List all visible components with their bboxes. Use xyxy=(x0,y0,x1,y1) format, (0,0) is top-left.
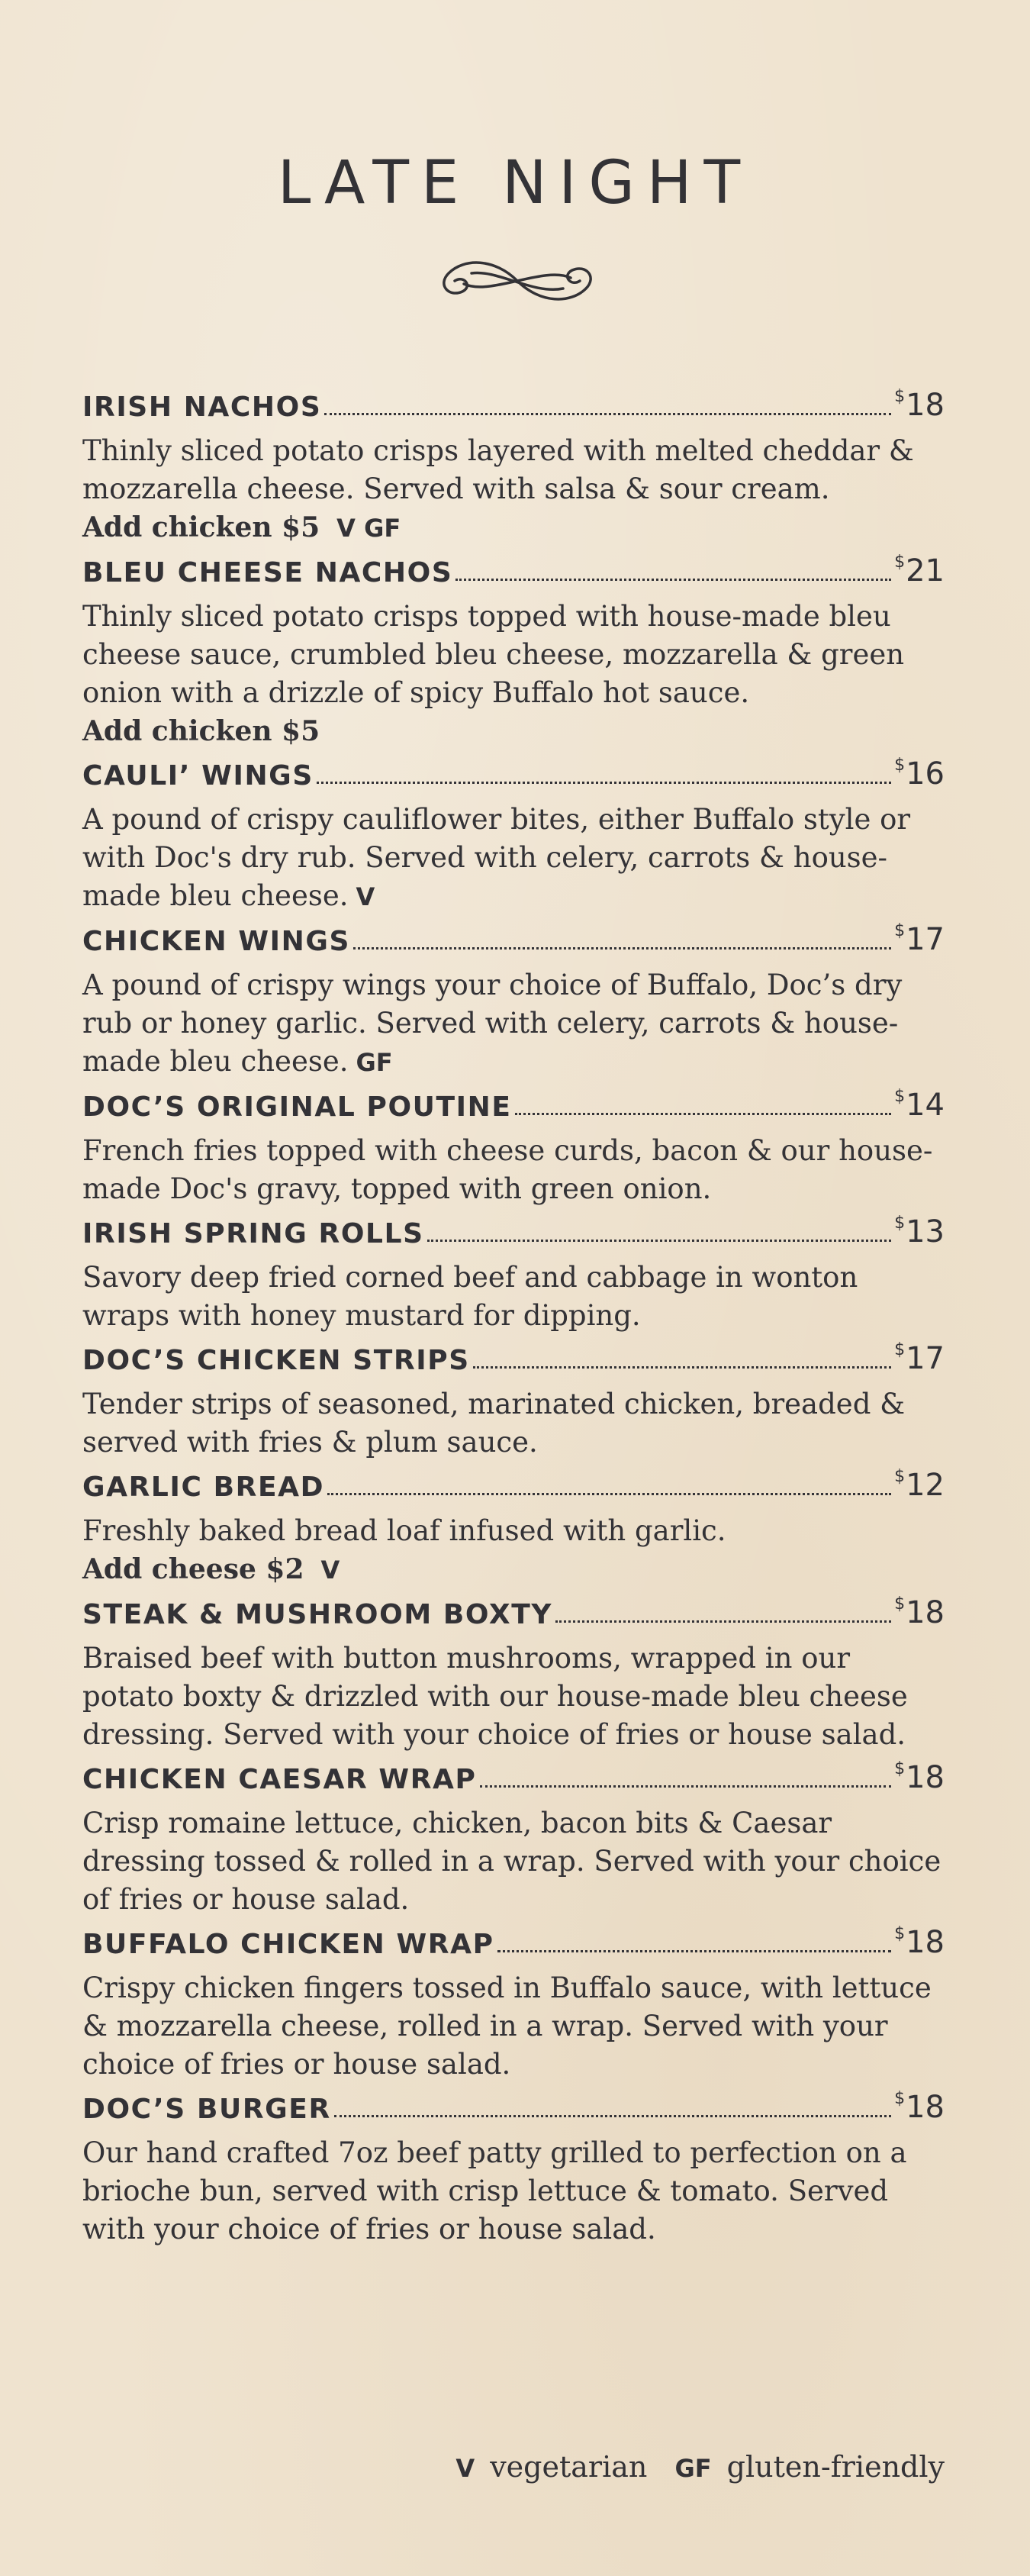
menu-item-price xyxy=(894,1759,945,1795)
description-text: A pound of crispy cauliflower bites, either Buffalo style or with Doc's dry rub. Served with celery, carrots & house-made bleu cheese. xyxy=(82,803,911,912)
menu-item-price xyxy=(894,2089,945,2125)
menu-item-header xyxy=(82,916,945,957)
menu-item-price xyxy=(894,1594,945,1630)
description-text: Braised beef with button mushrooms, wrapped in our potato boxty & drizzled with our house-made bleu cheese dressing. Served with your choice of fries or house salad. xyxy=(82,1642,908,1751)
menu-item-header xyxy=(82,1919,945,1960)
description-text: Thinly sliced potato crisps topped with house-made bleu cheese sauce, crumbled bleu cheese, mozzarella & green onion with a drizzle of spicy Buffalo hot sauce. xyxy=(82,600,905,709)
menu-item-name: DOC’S ORIGINAL POUTINE xyxy=(82,1091,512,1123)
legend-vegetarian-symbol: V xyxy=(455,2454,475,2483)
dot-leader xyxy=(497,1950,892,1952)
menu-item xyxy=(82,382,945,547)
price-value: 17 xyxy=(906,922,945,957)
menu-item-header xyxy=(82,1335,945,1376)
menu-item-addon xyxy=(82,712,945,750)
addon-text: Add chicken $5 xyxy=(82,715,320,747)
price-value: 18 xyxy=(906,2090,945,2125)
currency-symbol: $ xyxy=(894,553,906,572)
menu-item xyxy=(82,1754,945,1919)
dietary-legend xyxy=(455,2450,945,2484)
menu-item-header xyxy=(82,547,945,588)
menu-item-price xyxy=(894,921,945,957)
description-text: French fries topped with cheese curds, bacon & our house-made Doc's gravy, topped with green onion. xyxy=(82,1134,933,1205)
addon-text: Add chicken $5 xyxy=(82,511,320,543)
price-value: 16 xyxy=(906,756,945,791)
menu-item-header xyxy=(82,1462,945,1503)
menu-item-description xyxy=(82,1969,945,2084)
menu-item-description xyxy=(82,966,945,1082)
description-text: A pound of crispy wings your choice of Buffalo, Doc’s dry rub or honey garlic. Served with celery, carrots & house-made bleu cheese. xyxy=(82,969,903,1078)
dot-leader xyxy=(455,579,891,581)
menu-item-name: IRISH NACHOS xyxy=(82,392,322,423)
dot-leader xyxy=(555,1620,891,1623)
addon-text: Add cheese $2 xyxy=(82,1553,304,1585)
menu-item xyxy=(82,1462,945,1589)
dot-leader xyxy=(427,1240,891,1242)
menu-item-price xyxy=(894,1924,945,1960)
menu-item-header xyxy=(82,2084,945,2125)
menu-item xyxy=(82,1335,945,1462)
legend-gluten-friendly-label: gluten-friendly xyxy=(726,2450,945,2484)
currency-symbol: $ xyxy=(894,1594,906,1614)
menu-item xyxy=(82,2084,945,2249)
menu-item-name: GARLIC BREAD xyxy=(82,1472,325,1503)
dot-leader xyxy=(327,1493,891,1495)
price-value: 12 xyxy=(906,1468,945,1503)
price-value: 18 xyxy=(906,388,945,423)
menu-item-description xyxy=(82,432,945,508)
menu-item-header xyxy=(82,1589,945,1630)
menu-item-description xyxy=(82,1259,945,1335)
menu-item-name: BLEU CHEESE NACHOS xyxy=(82,557,453,588)
price-value: 14 xyxy=(906,1088,945,1123)
menu-item-price xyxy=(894,1340,945,1376)
flourish-ornament-icon xyxy=(418,250,616,311)
currency-symbol: $ xyxy=(894,1340,906,1359)
menu-item-price xyxy=(894,387,945,423)
menu-item-name: IRISH SPRING ROLLS xyxy=(82,1218,424,1249)
dietary-tags: V xyxy=(320,1556,340,1585)
price-value: 18 xyxy=(906,1925,945,1960)
menu-item xyxy=(82,1082,945,1208)
menu-item xyxy=(82,1208,945,1335)
description-text: Savory deep fried corned beef and cabbage in wonton wraps with honey mustard for dipping. xyxy=(82,1261,858,1332)
currency-symbol: $ xyxy=(894,387,906,406)
menu-item-price xyxy=(894,756,945,791)
menu-item-name: CHICKEN CAESAR WRAP xyxy=(82,1764,477,1795)
description-text: Crisp romaine lettuce, chicken, bacon bits & Caesar dressing tossed & rolled in a wrap. Served with your choice of fries or house salad. xyxy=(82,1807,941,1916)
currency-symbol: $ xyxy=(894,2089,906,2108)
dot-leader xyxy=(324,413,891,415)
menu-item-header xyxy=(82,1208,945,1249)
menu-item-price xyxy=(894,1214,945,1249)
page-title: LATE NIGHT xyxy=(277,149,753,218)
description-text: Our hand crafted 7oz beef patty grilled to perfection on a brioche bun, served with crisp lettuce & tomato. Served with your choice of fries or house salad. xyxy=(82,2136,907,2246)
dot-leader xyxy=(334,2115,891,2117)
legend-vegetarian-label: vegetarian xyxy=(490,2450,648,2484)
menu-item-description xyxy=(82,598,945,712)
price-value: 18 xyxy=(906,1595,945,1630)
menu-list xyxy=(82,382,945,2249)
menu-item-description xyxy=(82,1639,945,1754)
currency-symbol: $ xyxy=(894,1759,906,1778)
menu-item xyxy=(82,750,945,916)
menu-item-addon xyxy=(82,508,945,547)
menu-item-price xyxy=(894,553,945,588)
dot-leader xyxy=(480,1785,892,1788)
menu-item-name: DOC’S CHICKEN STRIPS xyxy=(82,1345,470,1376)
currency-symbol: $ xyxy=(894,1924,906,1943)
dietary-tags: V GF xyxy=(336,514,401,543)
menu-item-name: CAULI’ WINGS xyxy=(82,760,314,791)
menu-item-description xyxy=(82,1385,945,1462)
menu-item-header xyxy=(82,1754,945,1795)
price-value: 21 xyxy=(906,553,945,588)
price-value: 18 xyxy=(906,1760,945,1795)
menu-item xyxy=(82,547,945,750)
currency-symbol: $ xyxy=(894,1214,906,1233)
description-text: Thinly sliced potato crisps layered with melted cheddar & mozzarella cheese. Served with salsa & sour cream. xyxy=(82,434,914,505)
menu-item-name: CHICKEN WINGS xyxy=(82,926,351,957)
dot-leader xyxy=(317,782,891,784)
currency-symbol: $ xyxy=(894,921,906,940)
price-value: 17 xyxy=(906,1341,945,1376)
menu-item-header xyxy=(82,1082,945,1123)
menu-item-header xyxy=(82,750,945,791)
menu-item-addon xyxy=(82,1550,945,1589)
currency-symbol: $ xyxy=(894,1087,906,1106)
price-value: 13 xyxy=(906,1214,945,1249)
menu-item-price xyxy=(894,1467,945,1503)
menu-item-name: STEAK & MUSHROOM BOXTY xyxy=(82,1599,553,1630)
dot-leader xyxy=(515,1113,892,1115)
menu-item-description xyxy=(82,1804,945,1919)
menu-item-name: BUFFALO CHICKEN WRAP xyxy=(82,1929,494,1960)
menu-item xyxy=(82,1919,945,2084)
dot-leader xyxy=(473,1366,891,1369)
description-text: Crispy chicken fingers tossed in Buffalo sauce, with lettuce & mozzarella cheese, rolled in a wrap. Served with your choice of fries or house salad. xyxy=(82,1971,932,2081)
currency-symbol: $ xyxy=(894,756,906,775)
menu-item xyxy=(82,1589,945,1754)
description-text: Tender strips of seasoned, marinated chicken, breaded & served with fries & plum sauce. xyxy=(82,1388,906,1459)
menu-item-description xyxy=(82,1512,945,1550)
menu-item-header xyxy=(82,382,945,423)
menu-item-description xyxy=(82,2134,945,2249)
menu-item xyxy=(82,916,945,1082)
menu-item-price xyxy=(894,1087,945,1123)
menu-item-description xyxy=(82,801,945,916)
currency-symbol: $ xyxy=(894,1467,906,1486)
dot-leader xyxy=(353,947,891,949)
legend-gluten-friendly-symbol: GF xyxy=(674,2454,712,2483)
description-text: Freshly baked bread loaf infused with garlic. xyxy=(82,1514,726,1547)
dietary-tags: V xyxy=(356,882,375,911)
menu-item-name: DOC’S BURGER xyxy=(82,2094,331,2125)
dietary-tags: GF xyxy=(356,1048,393,1077)
menu-item-description xyxy=(82,1132,945,1208)
